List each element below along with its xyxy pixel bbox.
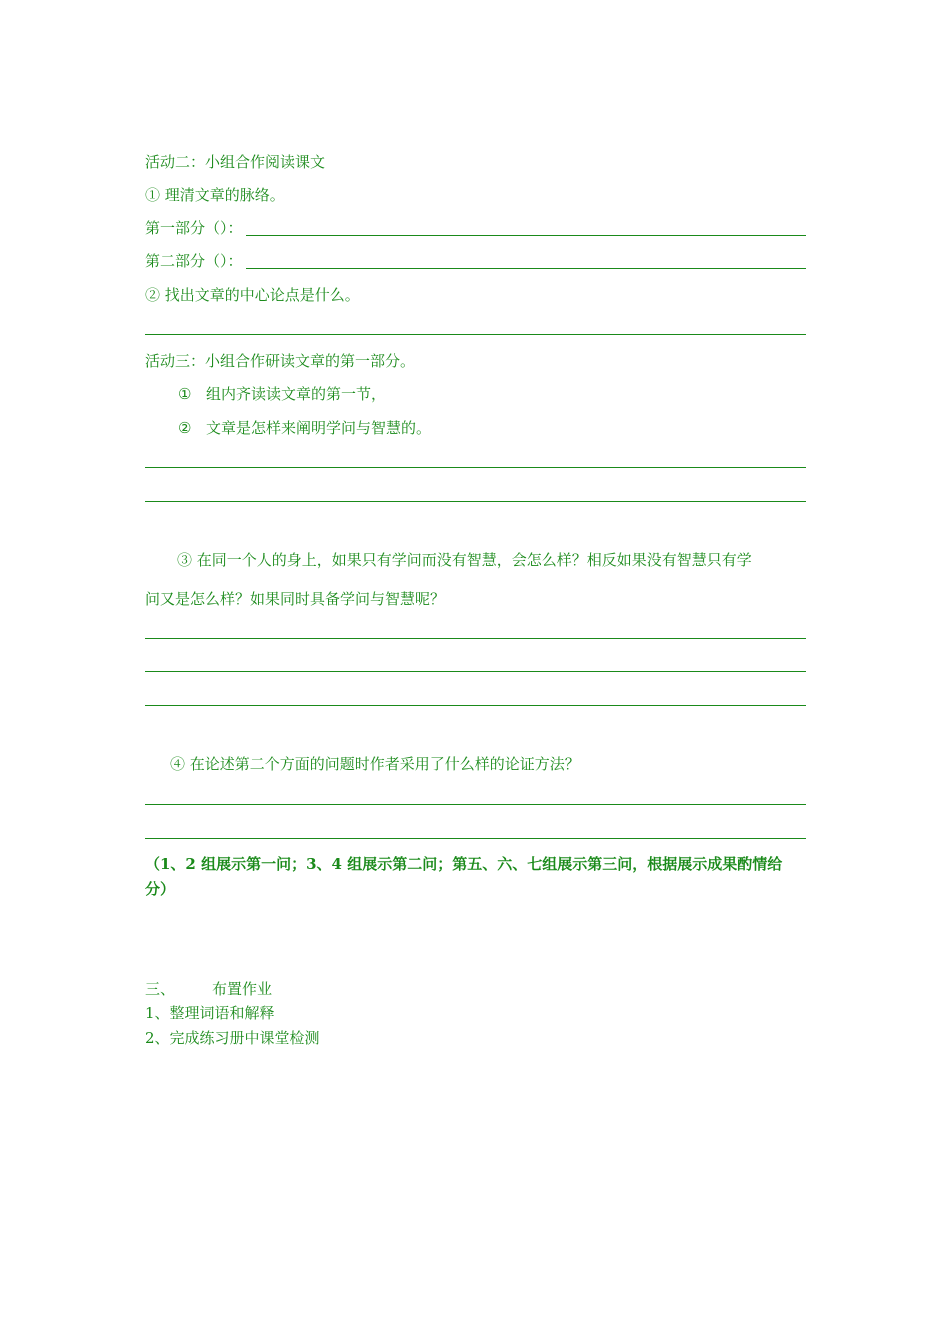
answer-line[interactable] (145, 638, 806, 639)
homework-item-2: 2、完成练习册中课堂检测 (145, 1029, 320, 1047)
answer-line[interactable] (145, 467, 806, 468)
activity3-item4: ④ 在论述第二个方面的问题时作者采用了什么样的论证方法？ (170, 755, 580, 773)
activity3-item2-number: ② (178, 419, 192, 437)
grading-note-line1: （1、2 组展示第一问；3、4 组展示第二问；第五、六、七组展示第三问，根据展示成果酌情给 (145, 855, 783, 873)
part1-label: 第一部分（）： (145, 219, 243, 237)
part2-answer-line[interactable] (246, 268, 806, 269)
activity2-heading: 活动二：小组合作阅读课文 (145, 153, 326, 171)
homework-item-1: 1、整理词语和解释 (145, 1004, 275, 1022)
answer-line[interactable] (145, 705, 806, 706)
part2-label: 第二部分（）： (145, 252, 243, 270)
answer-line[interactable] (145, 804, 806, 805)
answer-line[interactable] (145, 838, 806, 839)
homework-heading: 布置作业 (212, 980, 273, 998)
activity3-item1-text: 组内齐读读文章的第一节， (206, 385, 387, 403)
activity3-heading: 活动三：小组合作研读文章的第一部分。 (145, 352, 416, 370)
activity3-item1-number: ① (178, 385, 192, 403)
activity2-question-1: ① 理清文章的脉络。 (145, 186, 285, 204)
activity3-item2-text: 文章是怎样来阐明学问与智慧的。 (206, 419, 432, 437)
part1-answer-line[interactable] (246, 235, 806, 236)
activity2-question-2: ② 找出文章的中心论点是什么。 (145, 286, 360, 304)
activity3-item3-line2: 问又是怎么样？如果同时具备学问与智慧呢？ (145, 590, 446, 608)
answer-line[interactable] (145, 501, 806, 502)
answer-line[interactable] (145, 671, 806, 672)
homework-heading-number: 三、 (145, 980, 176, 998)
activity3-item3-line1: ③ 在同一个人的身上，如果只有学问而没有智慧，会怎么样？相反如果没有智慧只有学 (177, 551, 752, 569)
answer-line[interactable] (145, 334, 806, 335)
grading-note-line2: 分） (145, 880, 176, 898)
